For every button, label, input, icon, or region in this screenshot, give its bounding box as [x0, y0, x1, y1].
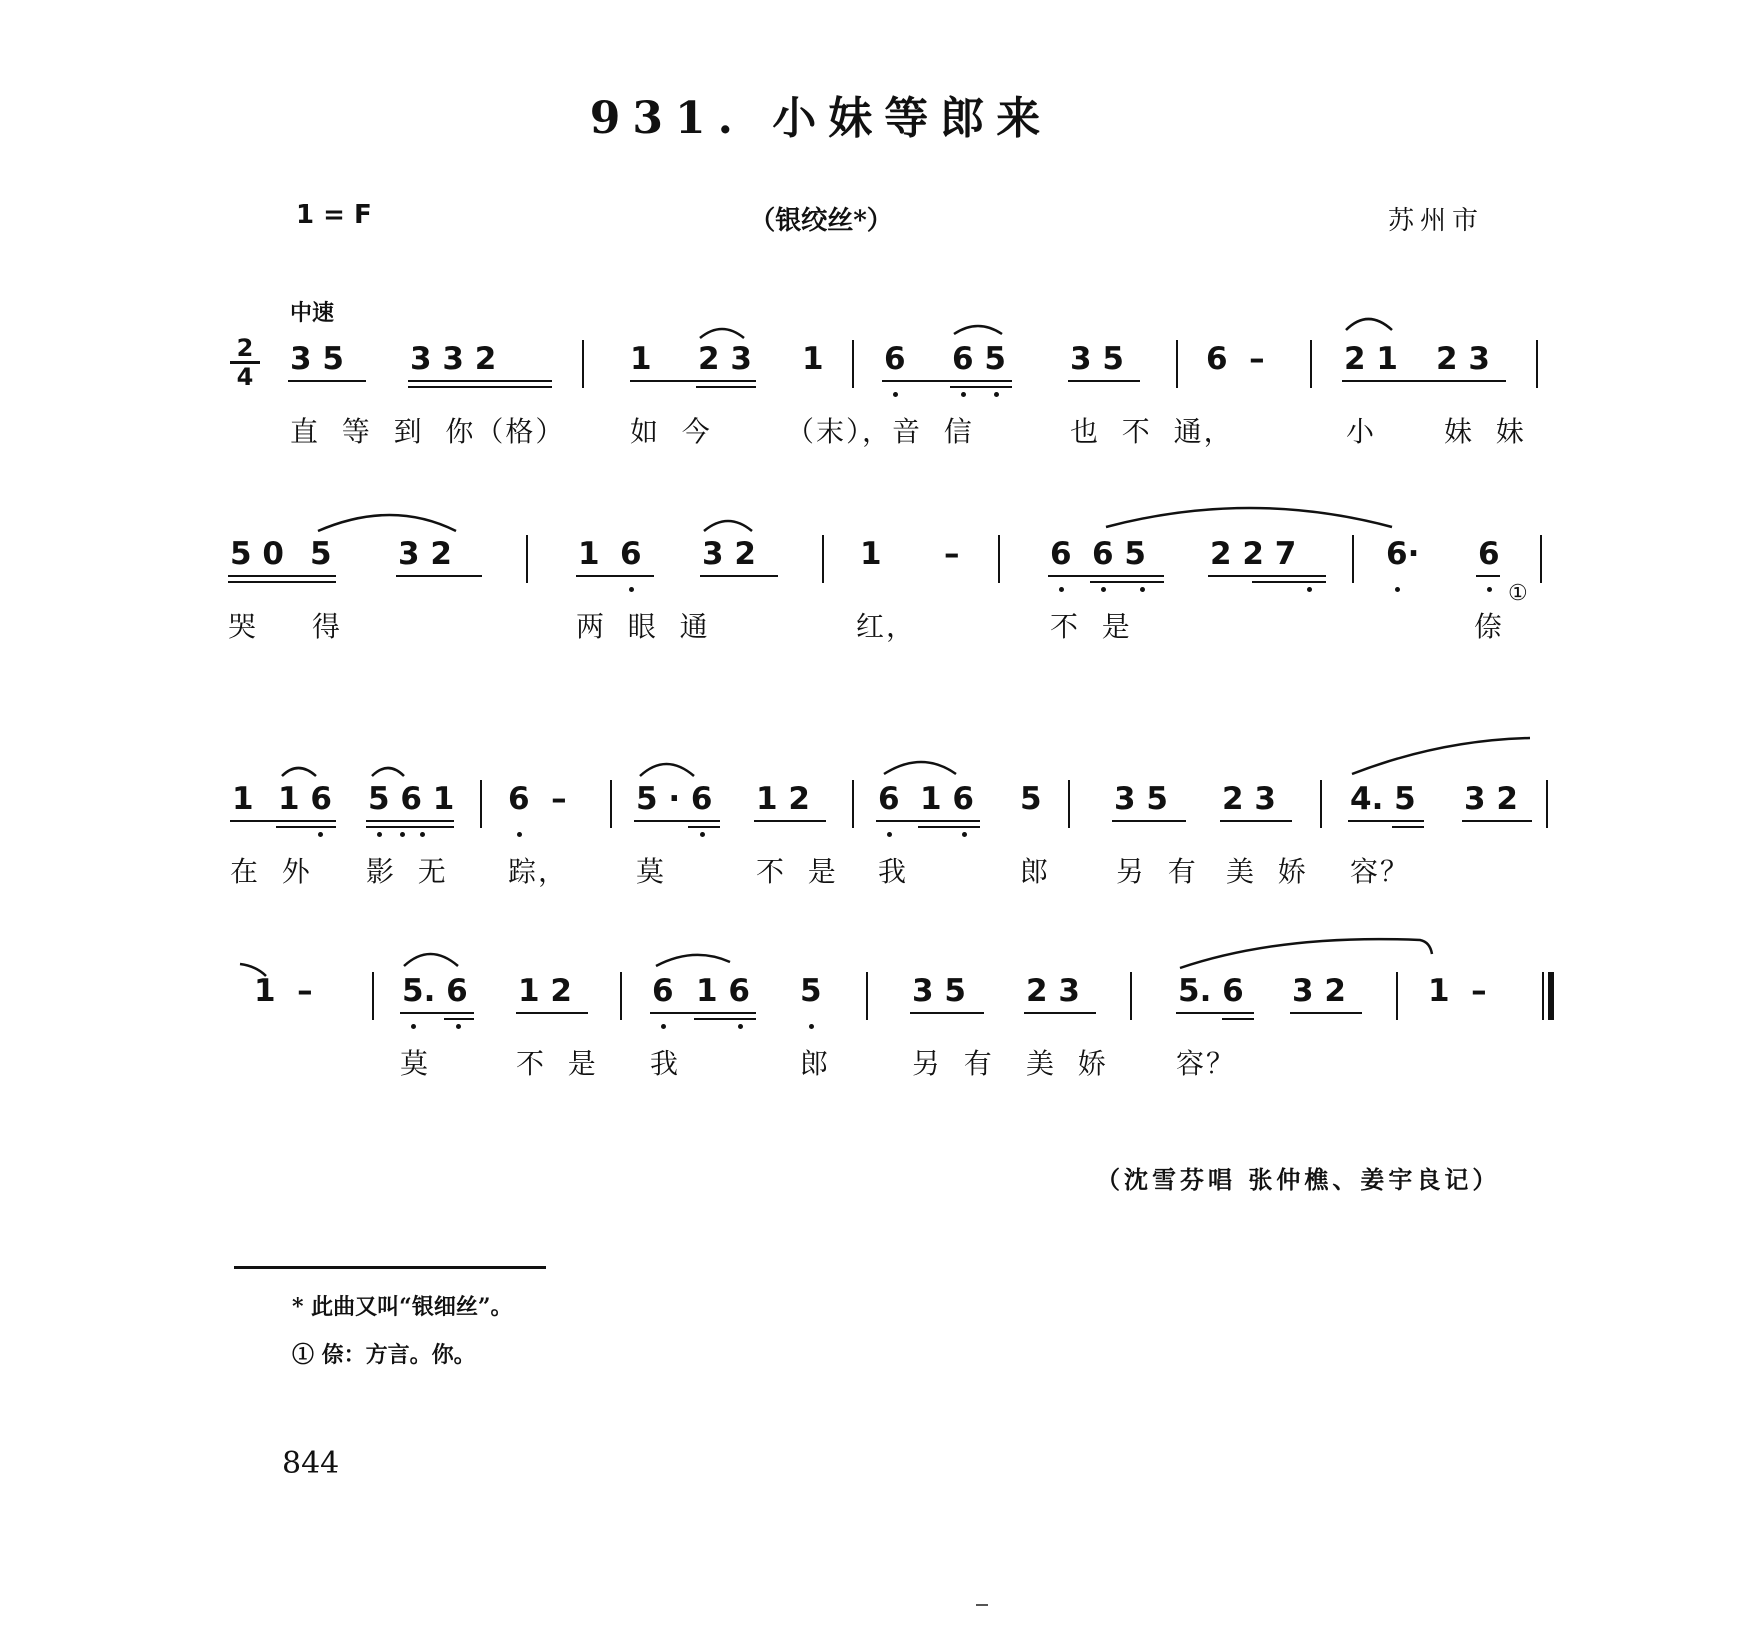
place-of-origin: 苏州市: [1388, 206, 1485, 236]
note-group: 3 5: [912, 973, 966, 1009]
lyric: 容？: [1350, 855, 1411, 888]
scan-speck: [976, 1604, 988, 1606]
note: 5: [800, 973, 822, 1009]
note-group: 5. 6: [402, 973, 468, 1009]
note-group: 6 –: [508, 781, 567, 817]
rest-dash: –: [944, 536, 960, 572]
footnote-1: * 此曲又叫“银细丝”。: [292, 1294, 513, 1320]
lyric: 得: [312, 610, 343, 643]
note: 6: [620, 536, 642, 572]
note-group: 2 1: [1344, 341, 1398, 377]
note-group: 3 5: [1070, 341, 1124, 377]
note: 5: [310, 536, 332, 572]
note-group: 2 3: [698, 341, 752, 377]
note-group: 2 2 7: [1210, 536, 1297, 572]
lyric: 我: [650, 1047, 681, 1080]
lyric: 踪，: [508, 855, 569, 888]
footnote-divider: [234, 1266, 546, 1269]
note-group: 3 2: [1464, 781, 1518, 817]
note-group: 5 · 6: [636, 781, 713, 817]
note-group: 2 3: [1222, 781, 1276, 817]
time-signature-top: 2: [236, 334, 254, 362]
note-dotted: 6·: [1386, 536, 1420, 572]
lyric: 在 外: [230, 855, 312, 888]
lyric: 哭: [228, 610, 259, 643]
lyric: （末），音 信: [786, 415, 974, 448]
note-group: 1 –: [1428, 973, 1487, 1009]
lyric: 直 等 到 你（格）: [290, 415, 566, 448]
staff-system-1: [0, 334, 1750, 480]
note-group: 3 3 2: [410, 341, 497, 377]
note-group: 6 –: [1206, 341, 1265, 377]
note: 6: [1478, 536, 1500, 572]
note-group: 1 6: [920, 781, 974, 817]
lyric: 红，: [856, 610, 917, 643]
lyric: 两 眼 通: [576, 610, 710, 643]
note: 1: [578, 536, 600, 572]
note: 6: [1050, 536, 1072, 572]
note-group: 2 3: [1436, 341, 1490, 377]
tempo-marking: 中速: [290, 300, 335, 326]
note: 5: [1020, 781, 1042, 817]
lyric: 美 娇: [1226, 855, 1308, 888]
footnote-2: ① 倷：方言。你。: [292, 1342, 476, 1368]
note-group: 3 5: [1114, 781, 1168, 817]
lyric: 另 有: [1116, 855, 1198, 888]
tune-name: （银绞丝*）: [749, 206, 893, 236]
note-group: 3 5: [290, 341, 344, 377]
lyric: 另 有: [912, 1047, 994, 1080]
lyric: 不 是: [516, 1047, 598, 1080]
note-group: 6 5: [952, 341, 1006, 377]
staff-system-3: [0, 780, 1750, 920]
lyric: 容？: [1176, 1047, 1237, 1080]
staff-system-4: [0, 972, 1750, 1112]
slur-marks: [0, 535, 1750, 595]
lyric: 我: [878, 855, 909, 888]
note: 1: [802, 341, 824, 377]
time-signature-bottom: 4: [236, 363, 254, 391]
performer-credit: （沈雪芬唱 张仲樵、姜宇良记）: [1096, 1165, 1501, 1194]
song-title: 931. 小妹等郎来: [589, 93, 1053, 144]
lyric: 不 是: [756, 855, 838, 888]
footnote-marker: ①: [1508, 581, 1528, 606]
note-group: 1 2: [518, 973, 572, 1009]
slur-marks: [0, 780, 1750, 840]
note-group: 1 6: [696, 973, 750, 1009]
note: 1: [860, 536, 882, 572]
lyric: 莫: [636, 855, 667, 888]
note-group: 5 0: [230, 536, 284, 572]
note: 1: [232, 781, 254, 817]
note-group: 2 3: [1026, 973, 1080, 1009]
note-group: 6 5: [1092, 536, 1146, 572]
lyric: 郎: [800, 1047, 831, 1080]
lyric: 小: [1346, 415, 1377, 448]
note-group: 3 2: [398, 536, 452, 572]
lyric: 美 娇: [1026, 1047, 1108, 1080]
lyric: 也 不 通，: [1070, 415, 1234, 448]
slur-marks: [0, 972, 1750, 1032]
lyric: 妹 妹: [1444, 415, 1526, 448]
note-group: 1 6: [278, 781, 332, 817]
lyric: 倷: [1474, 610, 1505, 643]
note: 1: [630, 341, 652, 377]
key-signature: 1 = F: [296, 200, 372, 230]
lyric: 影 无: [366, 855, 448, 888]
note-group: 1 2: [756, 781, 810, 817]
lyric: 不 是: [1050, 610, 1132, 643]
note: 6: [884, 341, 906, 377]
note-group: 4. 5: [1350, 781, 1416, 817]
page-number: 844: [282, 1446, 340, 1481]
note-group: 3 2: [702, 536, 756, 572]
lyric: 莫: [400, 1047, 431, 1080]
lyric: 郎: [1020, 855, 1051, 888]
note: 6: [652, 973, 674, 1009]
note-group: 1 –: [254, 973, 313, 1009]
slur-marks: [0, 340, 1750, 400]
note-group: 5. 6: [1178, 973, 1244, 1009]
note-group: 3 2: [1292, 973, 1346, 1009]
staff-system-2: [0, 535, 1750, 675]
note: 6: [878, 781, 900, 817]
lyric: 如 今: [630, 415, 712, 448]
note-group: 5 6 1: [368, 781, 455, 817]
